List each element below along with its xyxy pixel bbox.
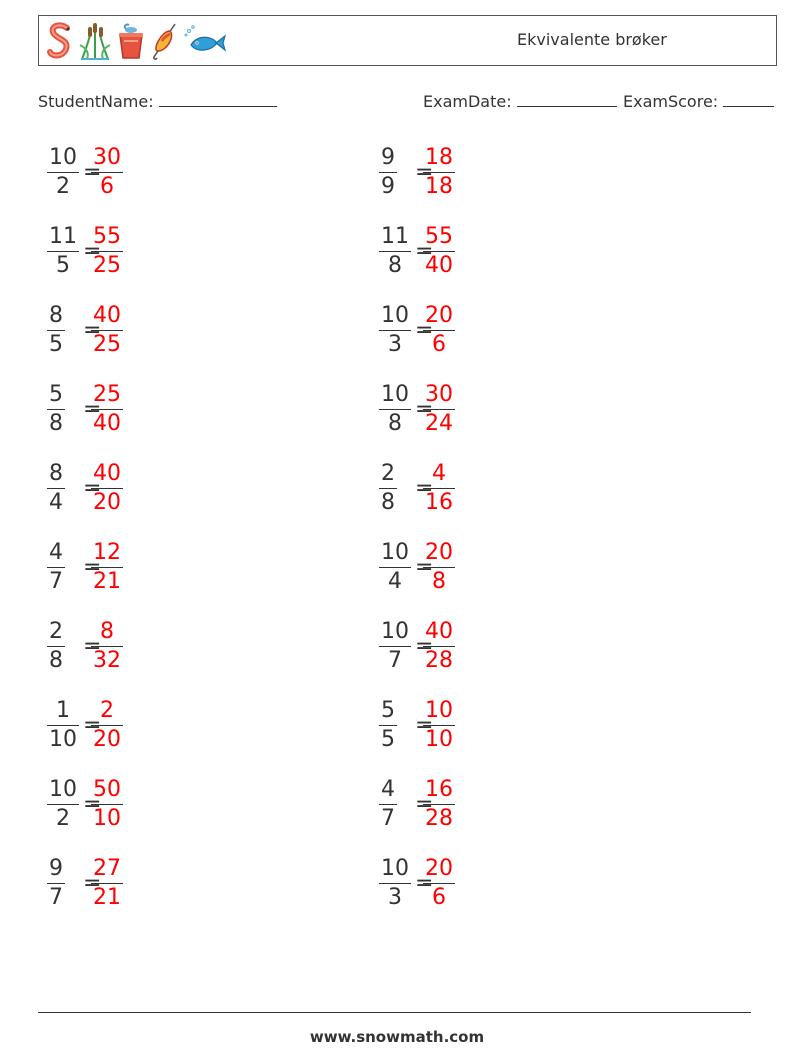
fish-icon xyxy=(183,21,227,61)
student-name-blank[interactable] xyxy=(159,92,277,107)
given-denominator: 8 xyxy=(379,409,411,438)
answer-denominator: 10 xyxy=(93,806,121,831)
answer-fraction xyxy=(423,618,455,675)
given-fraction xyxy=(47,302,65,359)
answer-denominator: 16 xyxy=(425,490,453,515)
given-numerator: 5 xyxy=(49,382,63,407)
given-denominator: 8 xyxy=(49,411,63,436)
given-numerator: 10 xyxy=(381,382,409,407)
given-denominator: 7 xyxy=(49,569,63,594)
student-name-label: StudentName: xyxy=(38,92,154,111)
answer-numerator: 50 xyxy=(93,777,121,802)
given-numerator: 10 xyxy=(381,303,409,328)
answer-numerator: 55 xyxy=(93,224,121,249)
given-denominator: 3 xyxy=(379,330,411,359)
header-box xyxy=(38,15,777,66)
given-numerator: 10 xyxy=(49,145,77,170)
equals-sign: = xyxy=(83,871,102,896)
answer-denominator: 32 xyxy=(93,648,121,673)
exam-date-label: ExamDate: xyxy=(423,92,512,111)
equals-sign: = xyxy=(415,397,434,422)
answer-fraction xyxy=(423,776,455,833)
answer-fraction xyxy=(423,539,455,596)
answer-denominator: 24 xyxy=(425,411,453,436)
equals-sign: = xyxy=(83,397,102,422)
answer-numerator: 4 xyxy=(432,461,446,486)
given-numerator: 10 xyxy=(381,619,409,644)
given-numerator: 10 xyxy=(381,856,409,881)
bait-bucket-icon xyxy=(115,21,147,61)
given-fraction xyxy=(379,697,397,754)
answer-numerator: 40 xyxy=(93,303,121,328)
given-numerator: 4 xyxy=(49,540,63,565)
equals-sign: = xyxy=(415,160,434,185)
answer-numerator: 30 xyxy=(425,382,453,407)
answer-denominator: 20 xyxy=(93,727,121,752)
answer-numerator: 55 xyxy=(425,224,453,249)
answer-numerator: 2 xyxy=(100,698,114,723)
student-name-field xyxy=(38,92,277,111)
answer-numerator: 40 xyxy=(425,619,453,644)
answer-fraction xyxy=(423,697,455,754)
answer-denominator: 28 xyxy=(425,648,453,673)
given-numerator: 8 xyxy=(49,461,63,486)
given-fraction xyxy=(379,381,411,438)
given-denominator: 8 xyxy=(379,251,411,280)
given-numerator: 2 xyxy=(381,461,395,486)
footer-website: www.snowmath.com xyxy=(309,1028,485,1046)
answer-fraction xyxy=(423,381,455,438)
given-fraction xyxy=(47,381,65,438)
given-numerator: 5 xyxy=(381,698,395,723)
equals-sign: = xyxy=(83,160,102,185)
equals-sign: = xyxy=(415,476,434,501)
worksheet-title: Ekvivalente brøker xyxy=(517,30,667,49)
given-fraction xyxy=(47,223,79,280)
answer-fraction xyxy=(91,539,123,596)
given-numerator: 8 xyxy=(49,303,63,328)
equals-sign: = xyxy=(83,318,102,343)
answer-numerator: 18 xyxy=(425,145,453,170)
given-fraction xyxy=(47,460,65,517)
given-numerator: 9 xyxy=(381,145,395,170)
answer-fraction xyxy=(91,697,123,754)
given-fraction xyxy=(47,618,65,675)
equals-sign: = xyxy=(415,239,434,264)
answer-numerator: 16 xyxy=(425,777,453,802)
given-denominator: 2 xyxy=(47,172,79,201)
answer-numerator: 25 xyxy=(93,382,121,407)
answer-numerator: 8 xyxy=(100,619,114,644)
given-denominator: 7 xyxy=(379,646,411,675)
given-denominator: 8 xyxy=(381,490,395,515)
answer-fraction xyxy=(91,618,123,675)
answer-fraction xyxy=(91,302,123,359)
given-denominator: 4 xyxy=(379,567,411,596)
equals-sign: = xyxy=(415,713,434,738)
answer-numerator: 27 xyxy=(93,856,121,881)
given-denominator: 2 xyxy=(47,804,79,833)
equals-sign: = xyxy=(83,476,102,501)
exam-score-label: ExamScore: xyxy=(623,92,719,111)
given-numerator: 11 xyxy=(49,224,77,249)
equals-sign: = xyxy=(415,871,434,896)
answer-denominator: 25 xyxy=(93,332,121,357)
answer-denominator: 21 xyxy=(93,569,121,594)
answer-denominator: 40 xyxy=(425,253,453,278)
answer-fraction xyxy=(91,460,123,517)
equals-sign: = xyxy=(83,634,102,659)
given-fraction xyxy=(47,539,65,596)
answer-fraction xyxy=(91,223,123,280)
reeds-icon xyxy=(78,21,112,61)
answer-fraction xyxy=(423,302,455,359)
equals-sign: = xyxy=(83,555,102,580)
given-fraction xyxy=(379,539,411,596)
answer-denominator: 21 xyxy=(93,885,121,910)
fishing-float-icon xyxy=(150,21,180,61)
given-fraction xyxy=(379,855,411,912)
answer-denominator: 6 xyxy=(91,172,123,201)
given-numerator: 11 xyxy=(381,224,409,249)
given-denominator: 7 xyxy=(49,885,63,910)
footer-divider xyxy=(38,1012,751,1013)
equals-sign: = xyxy=(415,555,434,580)
given-fraction xyxy=(379,618,411,675)
given-fraction xyxy=(379,302,411,359)
answer-numerator: 12 xyxy=(93,540,121,565)
answer-fraction xyxy=(91,855,123,912)
equals-sign: = xyxy=(83,792,102,817)
answer-numerator: 10 xyxy=(425,698,453,723)
given-numerator: 10 xyxy=(49,777,77,802)
given-numerator: 1 xyxy=(56,698,70,723)
equals-sign: = xyxy=(415,792,434,817)
given-denominator: 7 xyxy=(381,806,395,831)
header-icons xyxy=(45,20,230,62)
answer-fraction xyxy=(91,776,123,833)
answer-numerator: 30 xyxy=(93,145,121,170)
given-denominator: 5 xyxy=(49,332,63,357)
exam-date-field xyxy=(423,92,617,111)
given-denominator: 9 xyxy=(381,174,395,199)
equals-sign: = xyxy=(83,713,102,738)
worm-icon xyxy=(45,21,75,61)
answer-numerator: 20 xyxy=(425,856,453,881)
answer-fraction xyxy=(91,381,123,438)
answer-denominator: 25 xyxy=(93,253,121,278)
exam-score-blank[interactable] xyxy=(723,92,774,107)
answer-denominator: 20 xyxy=(93,490,121,515)
given-numerator: 2 xyxy=(49,619,63,644)
answer-denominator: 6 xyxy=(423,883,455,912)
given-denominator: 4 xyxy=(49,490,63,515)
given-fraction xyxy=(379,460,397,517)
answer-fraction xyxy=(423,223,455,280)
given-numerator: 4 xyxy=(381,777,395,802)
exam-score-field xyxy=(623,92,774,111)
given-fraction xyxy=(379,223,411,280)
answer-denominator: 28 xyxy=(425,806,453,831)
equals-sign: = xyxy=(415,634,434,659)
given-fraction xyxy=(47,776,79,833)
given-denominator: 8 xyxy=(49,648,63,673)
answer-numerator: 20 xyxy=(425,303,453,328)
answer-denominator: 6 xyxy=(423,330,455,359)
answer-fraction xyxy=(423,460,455,517)
given-denominator: 3 xyxy=(379,883,411,912)
given-fraction xyxy=(47,697,79,754)
answer-numerator: 40 xyxy=(93,461,121,486)
answer-fraction xyxy=(423,144,455,201)
given-denominator: 5 xyxy=(381,727,395,752)
given-fraction xyxy=(47,144,79,201)
answer-denominator: 10 xyxy=(425,727,453,752)
answer-fraction xyxy=(91,144,123,201)
answer-numerator: 20 xyxy=(425,540,453,565)
given-numerator: 10 xyxy=(381,540,409,565)
answer-denominator: 40 xyxy=(93,411,121,436)
given-fraction xyxy=(379,776,397,833)
given-fraction xyxy=(379,144,397,201)
given-fraction xyxy=(47,855,65,912)
answer-denominator: 8 xyxy=(423,567,455,596)
exam-date-blank[interactable] xyxy=(517,92,617,107)
given-denominator: 5 xyxy=(47,251,79,280)
equals-sign: = xyxy=(415,318,434,343)
equals-sign: = xyxy=(83,239,102,264)
answer-denominator: 18 xyxy=(425,174,453,199)
answer-fraction xyxy=(423,855,455,912)
given-numerator: 9 xyxy=(49,856,63,881)
given-denominator: 10 xyxy=(49,727,77,752)
